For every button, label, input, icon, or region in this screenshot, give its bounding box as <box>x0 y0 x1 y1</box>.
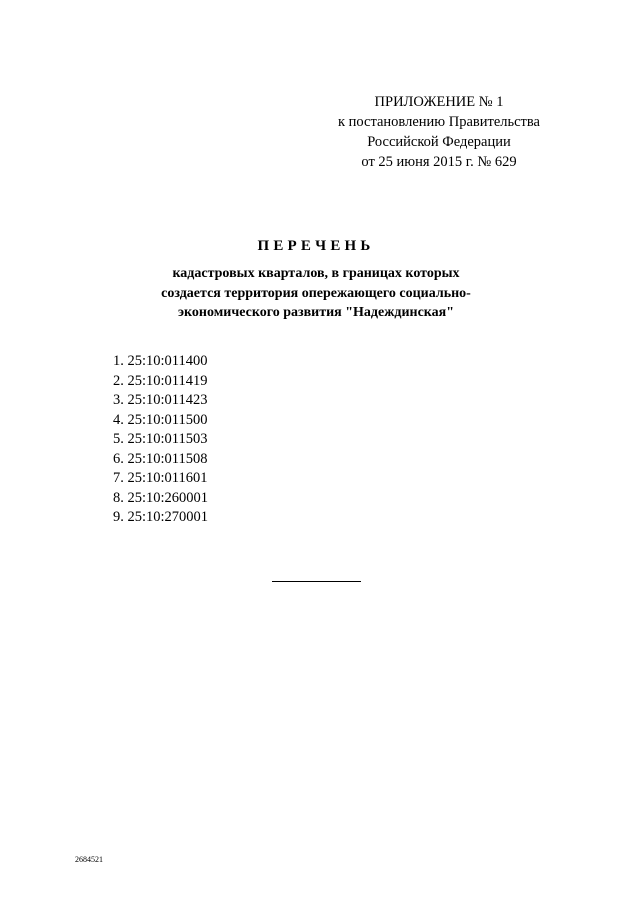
resolution-reference: к постановлению Правительства <box>338 114 540 130</box>
government-name: Российской Федерации <box>367 134 511 150</box>
list-item: 5. 25:10:011503 <box>113 431 208 447</box>
list-item: 7. 25:10:011601 <box>113 470 208 486</box>
document-code: 2684521 <box>75 855 103 864</box>
document-title: ПЕРЕЧЕНЬ <box>257 238 375 254</box>
subtitle-line-2: создается территория опережающего социально- <box>161 285 471 301</box>
list-item: 3. 25:10:011423 <box>113 392 208 408</box>
list-item: 9. 25:10:270001 <box>113 509 209 525</box>
list-item: 8. 25:10:260001 <box>113 489 209 506</box>
appendix-header <box>330 92 548 172</box>
appendix-number: ПРИЛОЖЕНИЕ № 1 <box>374 94 504 110</box>
subtitle-line-1: кадастровых кварталов, в границах которых <box>172 266 460 281</box>
list-item: 1. 25:10:011400 <box>113 353 208 369</box>
closing-separator-line <box>272 581 361 582</box>
document-subtitle <box>0 264 632 323</box>
list-item: 4. 25:10:011500 <box>113 411 208 428</box>
cadastral-quarter-list <box>113 352 208 528</box>
list-item: 2. 25:10:011419 <box>113 372 208 389</box>
subtitle-line-3: экономического развития "Надеждинская" <box>177 305 454 320</box>
resolution-date: от 25 июня 2015 г. № 629 <box>361 154 517 170</box>
list-item: 6. 25:10:011508 <box>113 450 208 467</box>
